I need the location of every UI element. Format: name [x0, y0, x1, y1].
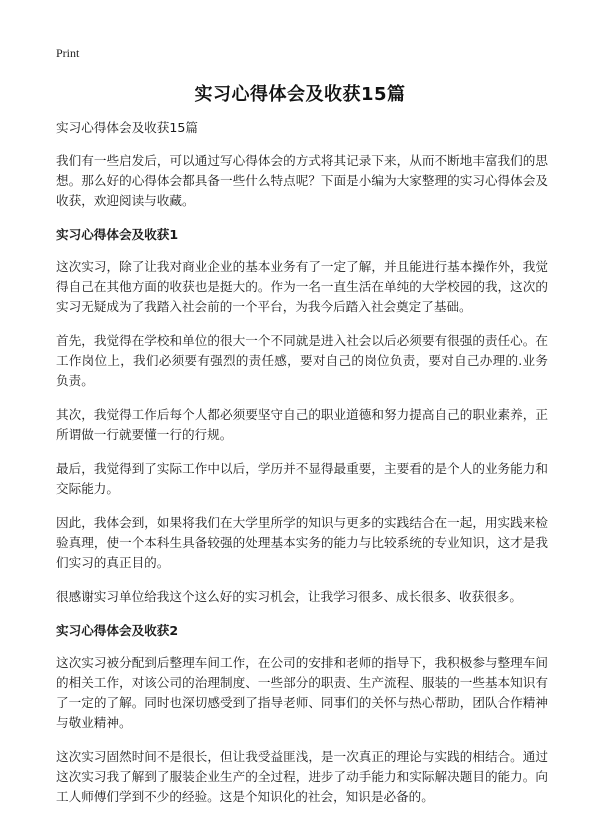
document-subtitle: 实习心得体会及收获15篇 [56, 120, 198, 135]
paragraph: 其次，我觉得工作后每个人都必须要坚守自己的职业道德和努力提高自己的职业素养，正所谓做一行就要懂一行的行规。 [56, 407, 548, 442]
page-title: 实习心得体会及收获15篇 [194, 84, 406, 105]
section-heading: 实习心得体会及收获2 [56, 623, 179, 638]
section-heading: 实习心得体会及收获1 [56, 227, 179, 242]
paragraph: 这次实习，除了让我对商业企业的基本业务有了一定了解，并且能进行基本操作外，我觉得自己在其他方面的收获也是挺大的。作为一名一直生活在单纯的大学校园的我，这次的实习无疑成为了我踏入社会前的一个平台，为我今后踏入社会奠定了基础。 [56, 259, 548, 314]
paragraph: 因此，我体会到，如果将我们在大学里所学的知识与更多的实践结合在一起，用实践来检验真理，使一个本科生具备较强的处理基本实务的能力与比较系统的专业知识，这才是我们实习的真正目的。 [56, 515, 548, 570]
paragraph: 最后，我觉得到了实际工作中以后，学历并不显得最重要，主要看的是个人的业务能力和交际能力。 [56, 461, 548, 496]
paragraph: 这次实习固然时间不是很长，但让我受益匪浅，是一次真正的理论与实践的相结合。通过这次实习我了解到了服装企业生产的全过程，进步了动手能力和实际解决题目的能力。向工人师傅们学到不少的经验。这是个知识化的社会，知识是必备的。 [56, 749, 548, 804]
paragraph: 这次实习被分配到后整理车间工作，在公司的安排和老师的指导下，我积极参与整理车间的相关工作，对该公司的治理制度、一些部分的职责、生产流程、服装的一些基本知识有了一定的了解。同时也深切感受到了指导老师、同事们的关怀与热心帮助，团队合作精神与敬业精神。 [56, 655, 548, 730]
print-link[interactable]: Print [56, 46, 80, 60]
intro-paragraph: 我们有一些启发后，可以通过写心得体会的方式将其记录下来，从而不断地丰富我们的思想。那么好的心得体会都具备一些什么特点呢？下面是小编为大家整理的实习心得体会及收获，欢迎阅读与收藏。 [56, 153, 548, 208]
paragraph: 很感谢实习单位给我这个这么好的实习机会，让我学习很多、成长很多、收获很多。 [56, 589, 522, 604]
document-body [56, 118, 548, 821]
paragraph: 首先，我觉得在学校和单位的很大一个不同就是进入社会以后必须要有很强的责任心。在工作岗位上，我们必须要有强烈的责任感，要对自己的岗位负责，要对自己办理的.业务负责。 [56, 333, 548, 388]
